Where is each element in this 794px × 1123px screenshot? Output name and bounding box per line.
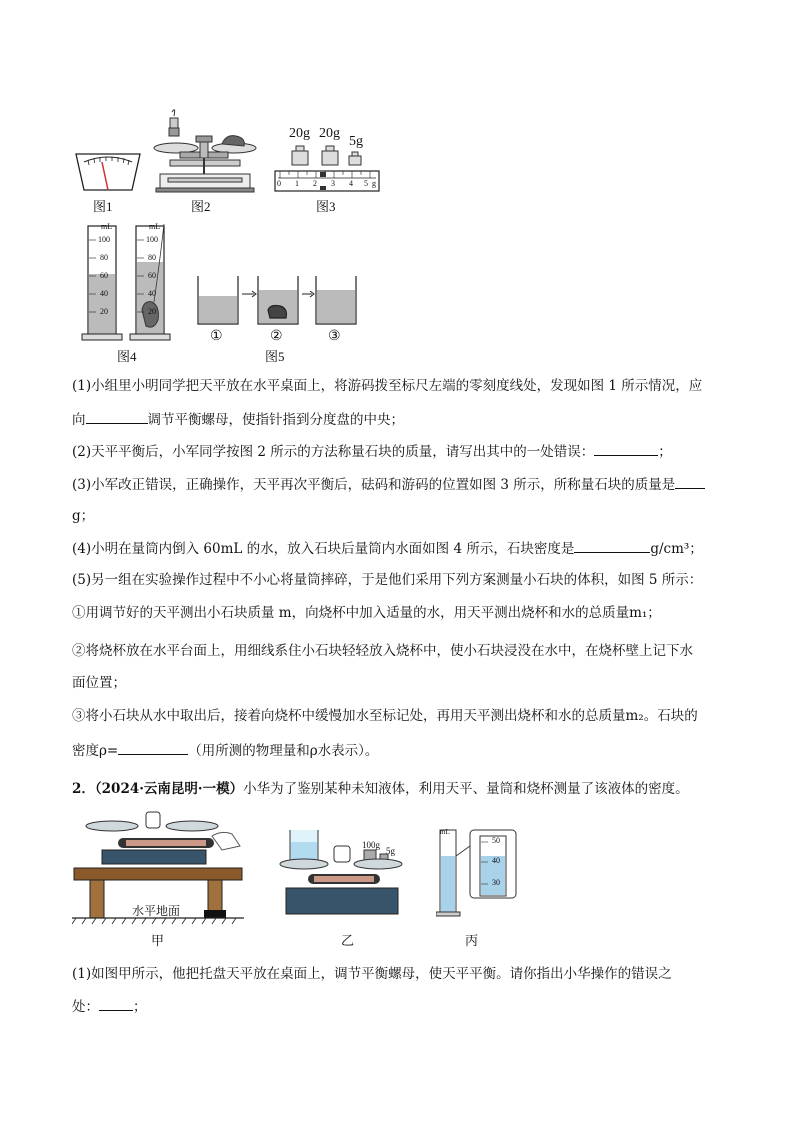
figure-2-caption: 图2 (191, 199, 211, 214)
q1-step2-line-b: 面位置； (72, 675, 126, 691)
fig3-tick: 3 (331, 179, 335, 188)
fig3-tick: 5 (364, 179, 368, 188)
bing-mark: 30 (492, 878, 500, 887)
q1-part2-line: (2)天平平衡后，小军同学按图 2 所示的方法称量石块的质量，请写出其中的一处错误： ； (72, 441, 672, 462)
figure-5-caption: 图5 (265, 349, 285, 364)
fig4-mark: 60 (148, 271, 156, 280)
figure-jia-caption: 甲 (151, 933, 165, 948)
question-number: 2． (72, 781, 95, 797)
yi-weight-label: 5g (386, 846, 395, 856)
q1-step2-line-a: ②将烧杯放在水平台面上，用细线系住小石块轻轻放入烧杯中，使小石块浸没在水中，在烧杯壁上记下水 (72, 643, 693, 659)
q1-part3-line-b: g； (72, 508, 95, 524)
figure-4-caption: 图4 (117, 349, 137, 364)
yi-weight-label: 100g (362, 840, 380, 850)
fig4-unit: mL (149, 222, 161, 231)
figure-1-caption: 图1 (93, 199, 113, 214)
fig4-mark: 60 (100, 271, 108, 280)
fig4-mark: 40 (100, 289, 108, 298)
q1-part1-line-a: (1)小组里小明同学把天平放在水平桌面上，将游码拨至标尺左端的零刻度线处，发现如图 1 所示情况，应 (72, 378, 703, 394)
question-source: （2024·云南昆明·一模） (94, 781, 244, 797)
fig3-tick: g (372, 179, 376, 188)
fig3-weight-label: 20g (289, 126, 310, 141)
jia-ground-label: 水平地面 (132, 904, 181, 918)
q2-part1-line-a: (1)如图甲所示，他把托盘天平放在桌面上，调节平衡螺母，使天平平衡。请你指出小华操作的错误之 (72, 966, 672, 982)
fig4-mark: 40 (148, 289, 156, 298)
fig3-tick: 0 (277, 179, 281, 188)
answer-blank[interactable] (675, 474, 705, 489)
fig4-mark: 20 (148, 307, 156, 316)
fig5-step: ③ (328, 329, 341, 344)
answer-blank[interactable] (118, 740, 188, 755)
fig4-mark: 100 (146, 235, 158, 244)
figure-3-caption: 图3 (316, 199, 336, 214)
fig3-tick: 4 (349, 179, 353, 188)
fig3-weight-label: 20g (319, 126, 340, 141)
fig4-mark: 20 (100, 307, 108, 316)
fig3-tick: 2 (313, 179, 317, 188)
q2-part1-line-b: 处： ； (72, 996, 147, 1017)
question-stem: 小华为了鉴别某种未知液体，利用天平、量筒和烧杯测量了该液体的密度。 (243, 781, 689, 797)
fig3-tick: 1 (295, 179, 299, 188)
q1-part5-line: (5)另一组在实验操作过程中不小心将量筒摔碎，于是他们采用下列方案测量小石块的体积，如图 5 所示： (72, 572, 703, 588)
answer-blank[interactable] (99, 996, 133, 1011)
bing-unit: mL (440, 828, 450, 836)
fig4-unit: mL (101, 222, 113, 231)
fig4-mark: 100 (98, 235, 110, 244)
fig4-mark: 80 (100, 253, 108, 262)
figure-4-cylinders (80, 220, 180, 344)
answer-blank[interactable] (86, 409, 148, 424)
answer-blank[interactable] (574, 538, 650, 553)
figure-yi-caption: 乙 (341, 933, 355, 948)
figure-bing-caption: 丙 (465, 933, 479, 948)
q1-step1-line: ①用调节好的天平测出小石块质量 m，向烧杯中加入适量的水，用天平测出烧杯和水的总质量m₁； (72, 605, 661, 621)
fig5-step: ② (270, 329, 283, 344)
figure-1-dial (72, 146, 144, 194)
q1-step3-line-b: 密度ρ= （用所测的物理量和ρ水表示）。 (72, 740, 378, 761)
q1-part4-line: (4)小明在量筒内倒入 60mL 的水，放入石块后量筒内水面如图 4 所示，石块密度是 g/cm³； (72, 538, 703, 559)
figure-5-beakers (194, 272, 360, 328)
figure-2-balance (150, 104, 258, 196)
figure-3-weights (288, 142, 368, 168)
answer-blank[interactable] (594, 441, 658, 456)
figure-bing-cylinder (436, 826, 520, 920)
fig3-weight-label: 5g (349, 134, 363, 149)
q1-part3-line-a: (3)小军改正错误，正确操作，天平再次平衡后，砝码和游码的位置如图 3 所示，所称量石块的质量是 (72, 474, 705, 495)
fig4-mark: 80 (148, 253, 156, 262)
fig5-step: ① (210, 329, 223, 344)
figure-yi-balance (270, 826, 416, 920)
q2-stem-line (72, 779, 689, 799)
q1-part1-line-b: 向 调节平衡螺母，使指针指到分度盘的中央； (72, 409, 404, 430)
bing-mark: 50 (492, 836, 500, 845)
q1-step3-line-a: ③将小石块从水中取出后，接着向烧杯中缓慢加水至标记处，再用天平测出烧杯和水的总质量m₂。石块的 (72, 708, 698, 724)
bing-mark: 40 (492, 856, 500, 865)
